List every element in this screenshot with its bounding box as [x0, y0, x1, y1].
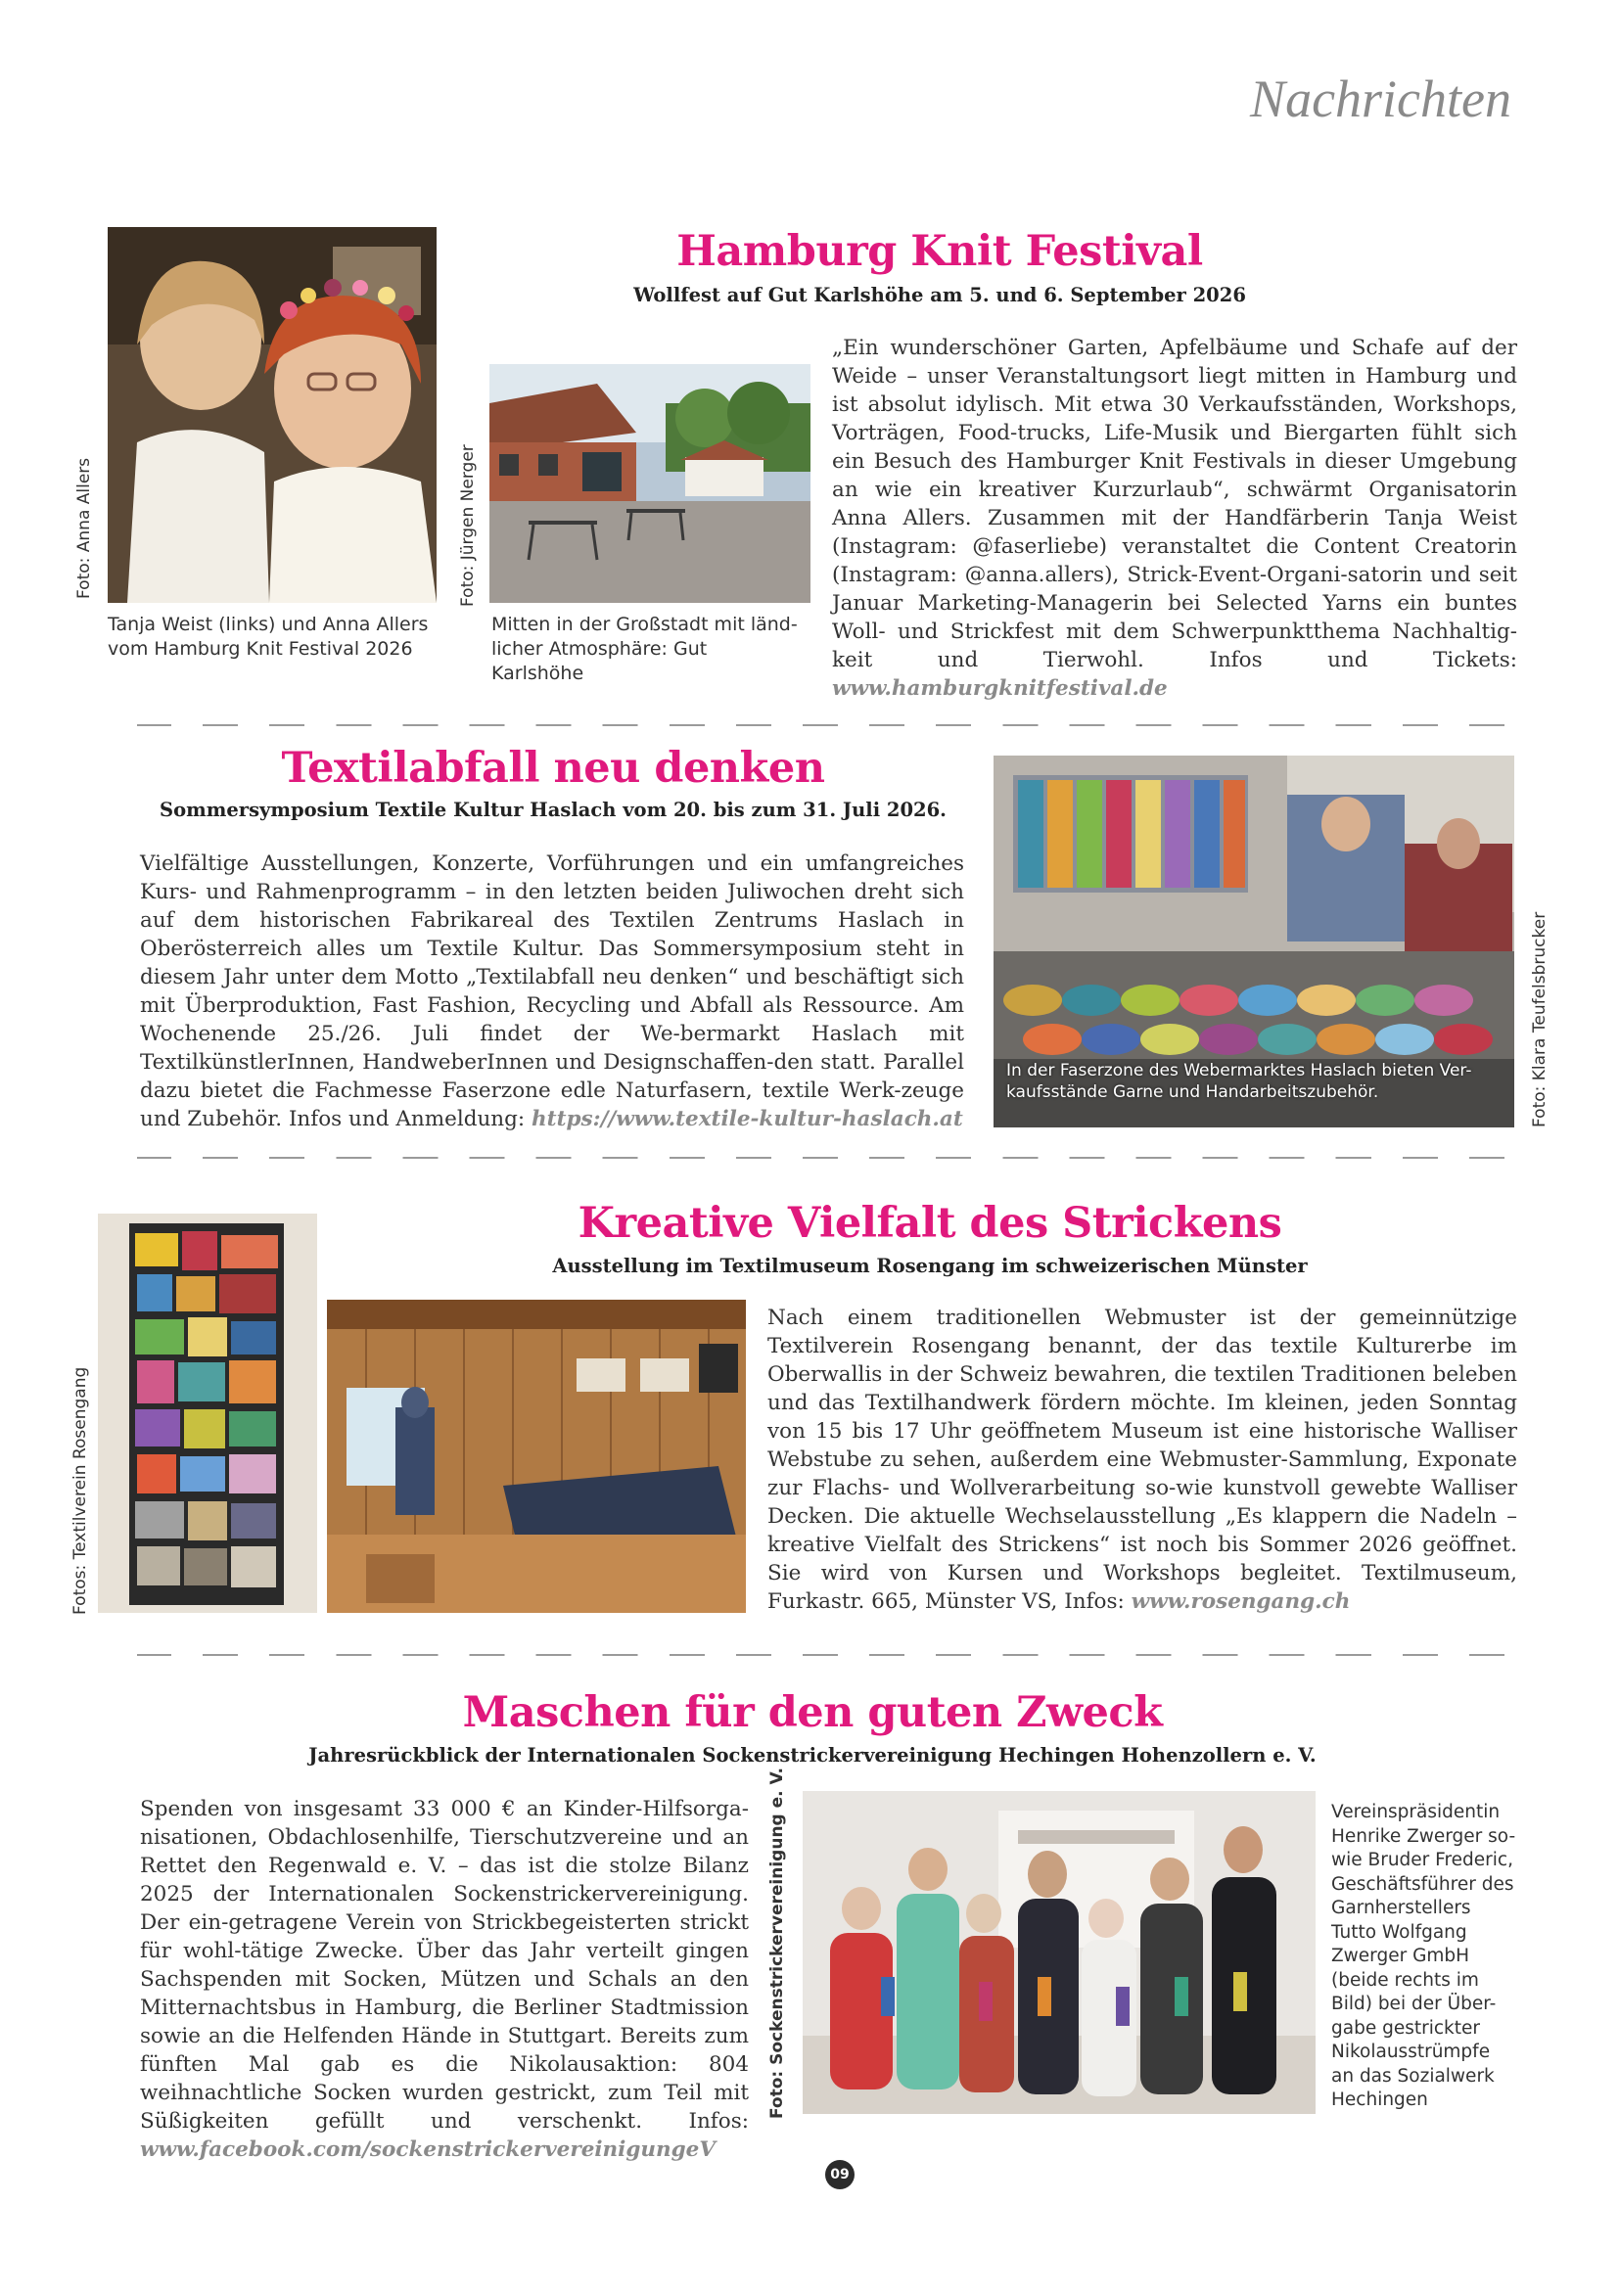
article-headline: Textilabfall neu denken: [281, 744, 825, 793]
article-text: Nach einem traditionellen Webmuster ist der gemeinnützige Textilverein Rosengang benannt, der das textile Kulturerbe im Oberwallis in der Schweiz bewahren, die textilen Traditionen beleben und das Textilhandwerk fördern möchte. Im kleinen, jeden Sonntag von 15 bis 17 Uhr geöffnetem Museum ist eine historische Walliser Webstube zu sehen, außerdem eine Webmuster-Sammlung, Exponate zur Flachs- und Wollverarbeitung so-wie kunstvoll gewebte Walliser Decken. Die aktuelle Wechselausstellung „Es klappern die Nadeln – kreative Vielfalt des Strickens“ ist noch bis Sommer 2026 geöffnet. Sie wird von Kursen und Workshops begleitet. Textilmuseum, Furkastr. 665, Münster VS, Infos:: [767, 1306, 1517, 1614]
article-subline: Wollfest auf Gut Karlshöhe am 5. und 6. September 2026: [633, 284, 1246, 306]
page-number: 09: [825, 2160, 855, 2189]
article-text: Spenden von insgesamt 33 000 € an Kinder-Hilfsorga-nisationen, Obdachlosenhilfe, Tierschutzvereine und an Rettet den Regenwald e. V. – das ist die stolze Bilanz 2025 der Internationalen Sockenstrickervereinigung. Der ein-getragene Verein von Strickbegeisterten strickt für wohl-tätige Zwecke. Über das Jahr verteilt gingen Sachspenden mit Socken, Mützen und Schals an den Mitternachtsbus in Hamburg, die Berliner Stadtmission sowie an die Helfenden Hände in Stuttgart. Bereits zum fünften Mal gab es die Nikolausaktion: 804 weihnachtliche Socken wurden gestrickt, zum Teil mit Süßigkeiten gefüllt und verschenkt. Infos:: [140, 1797, 749, 2134]
photo-caption: Vereinspräsidentin Henrike Zwerger so-wie Bruder Frederic, Geschäftsführer des Garnherstellers Tutto Wolfgang Zwerger GmbH (beide rechts im Bild) bei der Über-gabe gestrickter Nikolausstrümpfe an das Sozialwerk Hechingen: [1331, 1802, 1516, 2110]
section-divider: [137, 1157, 1507, 1159]
article-text: Vielfältige Ausstellungen, Konzerte, Vorführungen und ein umfangreiches Kurs- und Rahmenprogramm – in den letzten beiden Juliwochen dreht sich auf dem historischen Fabrikareal des Textilen Zentrums Haslach in Oberösterreich alles um Textile Kultur. Das Sommersymposium steht in diesem Jahr unter dem Motto „Textilabfall neu denken“ und beschäftigt sich mit Überproduktion, Fast Fashion, Recycling und Abfall als Ressource. Am Wochenende 25./26. Juli findet der We-bermarkt Haslach mit TextilkünstlerInnen, HandweberInnen und Designschaffen-den statt. Parallel dazu bietet die Fachmesse Faserzone edle Naturfasern, textile Werk-zeuge und Zubehör. Infos und Anmeldung:: [140, 851, 964, 1131]
section-divider: [137, 1654, 1507, 1656]
info-link[interactable]: https://www.textile-kultur-haslach.at: [532, 1107, 963, 1131]
photo-tanja-anna: [108, 227, 437, 603]
section-divider: [137, 724, 1507, 726]
article-body: [767, 1304, 1517, 1616]
article-subline: Jahresrückblick der Internationalen Sockenstrickervereinigung Hechingen Hohenzollern e. V.: [308, 1744, 1317, 1767]
photo-credit: Foto: Sockenstrickervereinigung e. V.: [767, 1768, 787, 2119]
photo-gut-karlshoehe: [489, 364, 810, 603]
info-link[interactable]: www.rosengang.ch: [1131, 1589, 1351, 1614]
article-subline: Sommersymposium Textile Kultur Haslach vom 20. bis zum 31. Juli 2026.: [160, 799, 947, 821]
info-link[interactable]: www.hamburgknitfestival.de: [832, 676, 1168, 701]
article-body: [832, 334, 1517, 703]
photo-credit: Foto: Jürgen Nerger: [458, 444, 478, 607]
section-label: Nachrichten: [1250, 69, 1511, 128]
article-text: „Ein wunderschöner Garten, Apfelbäume und Schafe auf der Weide – unser Veranstaltungsort liegt mitten in Hamburg und ist absolut idylisch. Mit etwa 30 Verkaufsständen, Workshops, Vorträgen, Food-trucks, Life-Musik und Biergarten fühlt sich ein Besuch des Hamburger Knit Festivals in dieser Umgebung an wie ein kreativer Kurzurlaub“, schwärmt Organisatorin Anna Allers. Zusammen mit der Handfärberin Tanja Weist (Instagram: @faserliebe) veranstaltet die Content Creatorin (Instagram: @anna.allers), Strick-Event-Organi-satorin und seit Januar Marketing-Managerin bei Selected Yarns ein buntes Woll- und Strickfest mit dem Schwerpunktthema Nachhaltig-keit und Tierwohl. Infos und Tickets:: [832, 336, 1517, 672]
article-headline: Kreative Vielfalt des Strickens: [578, 1199, 1282, 1248]
photo-knit-patchwork: [98, 1214, 317, 1613]
photo-caption: In der Faserzone des Webermarktes Haslach bieten Ver-kaufsstände Garne und Handarbeitszubehör.: [1006, 1061, 1472, 1102]
article-body: [140, 1795, 749, 2164]
photo-webstube: [327, 1300, 746, 1613]
article-body: [140, 850, 964, 1133]
photo-credit: Foto: Klara Teufelsbrucker: [1530, 911, 1550, 1127]
photo-group-donation: [803, 1791, 1316, 2114]
photo-caption: Tanja Weist (links) und Anna Allers vom Hamburg Knit Festival 2026: [108, 614, 429, 660]
article-headline: Maschen für den guten Zweck: [462, 1688, 1163, 1737]
info-link[interactable]: www.facebook.com/sockenstrickervereinigungeV: [140, 2137, 717, 2162]
photo-caption: Mitten in der Großstadt mit länd-licher Atmosphäre: Gut Karlshöhe: [491, 614, 798, 684]
photo-credit: Foto: Anna Allers: [74, 457, 94, 599]
article-headline: Hamburg Knit Festival: [676, 227, 1203, 276]
article-subline: Ausstellung im Textilmuseum Rosengang im schweizerischen Münster: [552, 1255, 1308, 1277]
photo-credit: Fotos: Textilverein Rosengang: [70, 1366, 90, 1615]
